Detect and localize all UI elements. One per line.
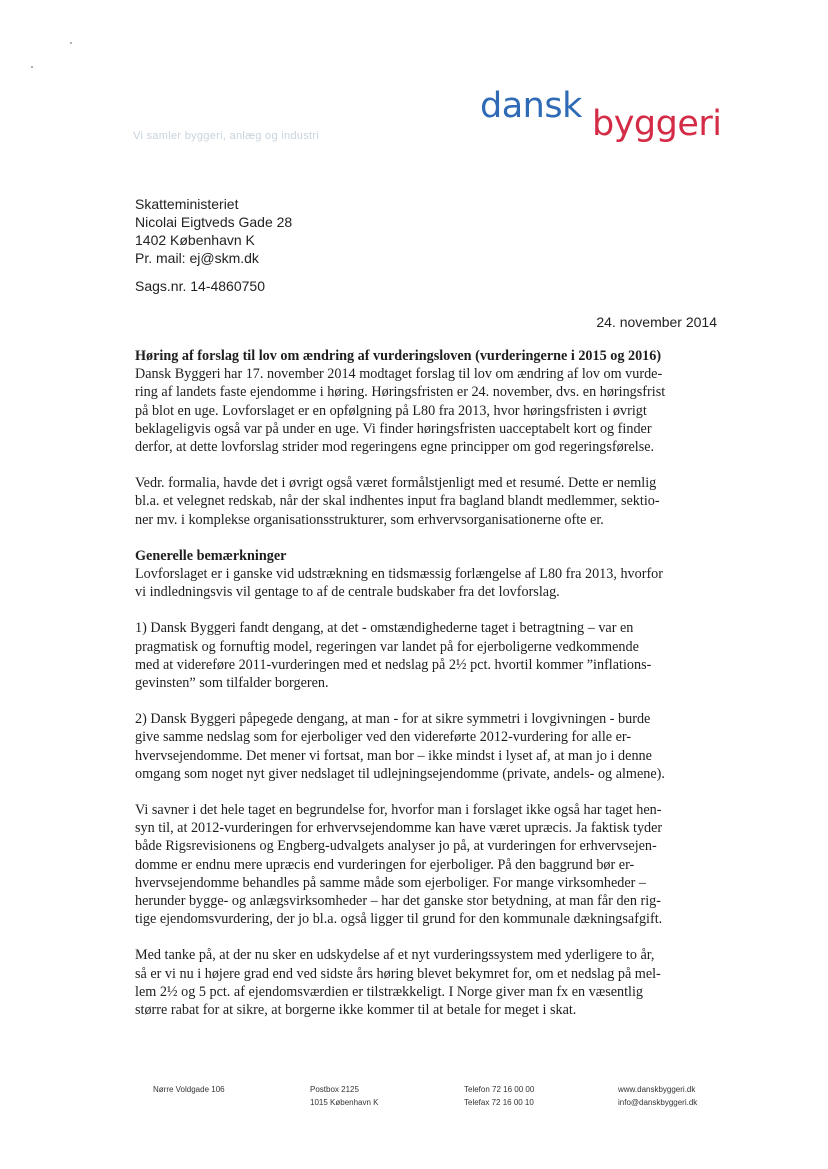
paragraph-line: 2) Dansk Byggeri påpegede dengang, at man - for at sikre symmetri i lovgivningen - burde xyxy=(135,711,651,728)
recipient-address xyxy=(135,195,292,267)
paragraph-gap xyxy=(135,928,727,946)
paragraph-line: lem 2½ og 5 pct. af ejendomsværdien er tilstrækkeligt. I Norge giver man fx en væsentlig xyxy=(135,983,644,1000)
paragraph-line: så er vi nu i højere grad end ved sidste års høring blevet bekymret for, om et nedslag på mel- xyxy=(135,965,661,982)
dansk-byggeri-logo xyxy=(480,86,730,156)
paragraph-line: herunder bygge- og anlægsvirksomheder – har det ganske stor betydning, at man får den rig- xyxy=(135,893,661,910)
paragraph-line: beklageligvis også var på under en uge. Vi finder høringsfristen uacceptabelt kort og finder xyxy=(135,420,652,437)
footer-street: Nørre Voldgade 106 xyxy=(153,1085,225,1094)
footer-address xyxy=(153,1083,225,1096)
footer-phone xyxy=(464,1083,534,1109)
logo-word-byggeri: byggeri xyxy=(592,104,722,144)
letter-date: 24. november 2014 xyxy=(596,314,717,330)
paragraph-line: gevinsten” som tilfalder borgeren. xyxy=(135,675,329,692)
scan-speck xyxy=(70,42,72,44)
footer-telephone: Telefon 72 16 00 00 xyxy=(464,1085,535,1094)
paragraph-line: Vedr. formalia, havde det i øvrigt også været formålstjenligt med et resumé. Dette er nemlig xyxy=(135,475,657,492)
paragraph-gap xyxy=(135,601,727,619)
paragraph-line: give samme nedslag som for ejerboliger ved den videreførte 2012-vurdering for alle er- xyxy=(135,729,632,746)
letter-title: Høring af forslag til lov om ændring af vurderingsloven (vurderingerne i 2015 og 2016) xyxy=(135,348,662,364)
recipient-name: Skatteministeriet xyxy=(135,196,239,212)
recipient-city: 1402 København K xyxy=(135,232,255,248)
case-number: Sags.nr. 14-4860750 xyxy=(135,278,265,294)
scan-speck xyxy=(31,66,33,68)
paragraph-line: større rabat for at sikre, at borgerne ikke kommer til at betale for meget i skat. xyxy=(135,1002,577,1019)
paragraph-gap xyxy=(135,456,727,474)
logo-word-dansk: dansk xyxy=(480,86,582,126)
recipient-street: Nicolai Eigtveds Gade 28 xyxy=(135,214,293,230)
paragraph-gap xyxy=(135,692,727,710)
paragraph-line: tige ejendomsvurdering, der jo bl.a. også ligger til grund for den kommunale dækningsafgift. xyxy=(135,911,663,928)
footer-postbox-city: 1015 København K xyxy=(310,1098,379,1107)
paragraph-line: syn til, at 2012-vurderingen for erhvervsejendomme kan have været upræcis. Ja faktisk tyder xyxy=(135,820,663,837)
letter-body xyxy=(135,347,727,1019)
paragraph-line: derfor, at dette lovforslag strider mod regeringens egne principper om god regeringsførelse. xyxy=(135,439,655,456)
paragraph-line: Med tanke på, at der nu sker en udskydelse af et nyt vurderingssystem med yderligere to år, xyxy=(135,947,655,964)
paragraph-line: på blot en uge. Lovforslaget er en opfølgning på L80 fra 2013, hvor høringsfristen i øvrigt xyxy=(135,402,647,419)
paragraph-line: hvervsejendomme behandles på samme måde som ejerboliger. For mange virksomheder – xyxy=(135,874,646,891)
paragraph-line: både Rigsrevisionens og Engberg-udvalgets analyser jo på, at vurderingen for erhvervsejen- xyxy=(135,838,657,855)
footer-website: www.danskbyggeri.dk xyxy=(618,1085,696,1094)
footer-web xyxy=(618,1083,697,1109)
paragraph-line: pragmatisk og fornuftig model, regeringen var landet på for ejerboligerne vedkommende xyxy=(135,638,639,655)
paragraph-line: med at videreføre 2011-vurderingen med et nedslag på 2½ pct. hvortil kommer ”inflations- xyxy=(135,656,652,673)
paragraph-gap xyxy=(135,529,727,547)
paragraph-line: domme er endnu mere upræcis end vurderingen for ejerboliger. På den baggrund bør er- xyxy=(135,856,635,873)
paragraph-line: vi indledningsvis vil gentage to af de centrale budskaber fra det lovforslag. xyxy=(135,584,560,601)
footer-telefax: Telefax 72 16 00 10 xyxy=(464,1098,534,1107)
paragraph-line: 1) Dansk Byggeri fandt dengang, at det - omstændighederne taget i betragtning – var en xyxy=(135,620,634,637)
paragraph-line: bl.a. et velegnet redskab, når der skal indhentes input fra bagland blandt medlemmer, sektio- xyxy=(135,493,660,510)
paragraph-line: omgang som noget nyt giver nedslaget til udlejningsejendomme (private, andels- og almene). xyxy=(135,765,665,782)
footer-postbox-number: Postbox 2125 xyxy=(310,1085,359,1094)
paragraph-line: Vi savner i det hele taget en begrundelse for, hvorfor man i forslaget ikke også har taget hen- xyxy=(135,802,662,819)
recipient-mail: Pr. mail: ej@skm.dk xyxy=(135,250,259,266)
paragraph-line: hvervsejendomme. Det mener vi fortsat, man bor – ikke mindst i lyset af, at man jo i denne xyxy=(135,747,652,764)
paragraph-line: ring af landets faste ejendomme i høring. Høringsfristen er 24. november, dvs. en høringsfrist xyxy=(135,384,666,401)
footer-postbox xyxy=(310,1083,379,1109)
section-heading: Generelle bemærkninger xyxy=(135,547,287,564)
footer-email: info@danskbyggeri.dk xyxy=(618,1098,698,1107)
paragraph-gap xyxy=(135,783,727,801)
paragraph-line: Lovforslaget er i ganske vid udstrækning en tidsmæssig forlængelse af L80 fra 2013, hvorfor xyxy=(135,566,663,583)
paragraph-line: Dansk Byggeri har 17. november 2014 modtaget forslag til lov om ændring af lov om vurde- xyxy=(135,366,663,383)
tagline: Vi samler byggeri, anlæg og industri xyxy=(133,130,320,142)
paragraph-line: ner mv. i komplekse organisationsstrukturer, som erhvervsorganisationerne ofte er. xyxy=(135,511,604,528)
